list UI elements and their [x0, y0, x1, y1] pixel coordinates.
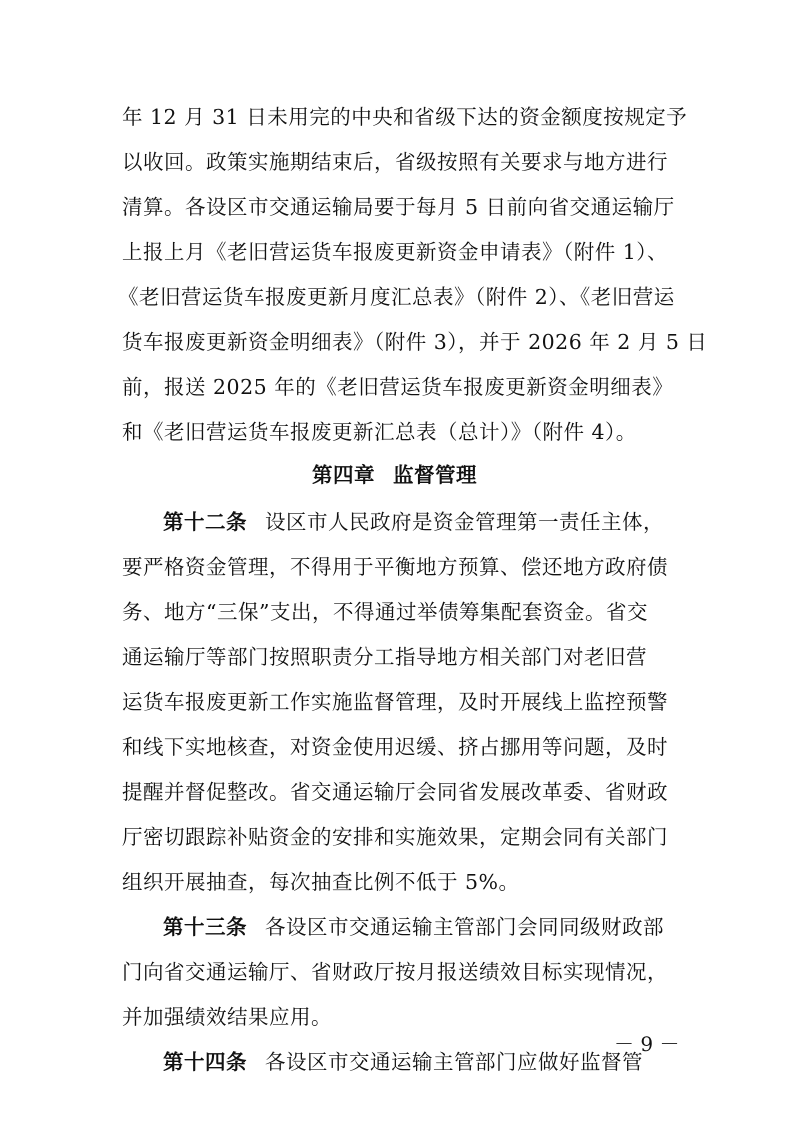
article-13-line: 门向省交通运输厅、省财政厅按月报送绩效目标实现情况， [122, 960, 668, 984]
paragraph-line-3: 清算。各设区市交通运输局要于每月 5 日前向省交通运输厅 [122, 195, 675, 219]
article-12-line: 要严格资金管理，不得用于平衡地方预算、偿还地方政府债 [122, 555, 668, 579]
paragraph-line-4: 上报上月《老旧营运货车报废更新资金申请表》（附件 1）、 [122, 240, 669, 264]
article-12-label: 第十二条 [163, 510, 247, 534]
article-13-first-line [163, 913, 664, 941]
article-12-line: 务、地方“三保”支出，不得通过举债筹集配套资金。省交 [122, 600, 648, 624]
article-13-line: 并加强绩效结果应用。 [122, 1005, 332, 1029]
chapter-number: 第四章 [312, 463, 375, 487]
article-13-label: 第十三条 [163, 915, 247, 939]
paragraph-line-8: 和《老旧营运货车报废更新汇总表（总计）》（附件 4）。 [122, 420, 637, 444]
article-14-text: 各设区市交通运输主管部门应做好监督管 [265, 1050, 643, 1074]
chapter-title: 监督管理 [393, 463, 477, 487]
article-12-line: 和线下实地核查，对资金使用迟缓、挤占挪用等问题，及时 [122, 735, 668, 759]
paragraph-line-1: 年 12 月 31 日未用完的中央和省级下达的资金额度按规定予 [122, 105, 688, 129]
article-12-line: 通运输厅等部门按照职责分工指导地方相关部门对老旧营 [122, 645, 647, 669]
article-12-line: 运货车报废更新工作实施监督管理，及时开展线上监控预警 [122, 690, 668, 714]
article-13-text: 各设区市交通运输主管部门会同同级财政部 [265, 915, 664, 939]
article-14-first-line [163, 1048, 643, 1076]
article-12-first-line [163, 508, 664, 536]
paragraph-line-7: 前，报送 2025 年的《老旧营运货车报废更新资金明细表》 [122, 375, 674, 399]
paragraph-line-2: 以收回。政策实施期结束后，省级按照有关要求与地方进行 [122, 150, 668, 174]
article-14-label: 第十四条 [163, 1050, 247, 1074]
page-number: － 9 － [614, 1032, 680, 1056]
article-12-line: 厅密切跟踪补贴资金的安排和实施效果，定期会同有关部门 [122, 825, 668, 849]
article-12-line: 组织开展抽查，每次抽查比例不低于 5%。 [122, 870, 520, 894]
paragraph-line-6: 货车报废更新资金明细表》（附件 3），并于 2026 年 2 月 5 日 [122, 330, 708, 354]
article-12-text: 设区市人民政府是资金管理第一责任主体， [265, 510, 664, 534]
chapter-heading [312, 461, 477, 489]
article-12-line: 提醒并督促整改。省交通运输厅会同省发展改革委、省财政 [122, 780, 668, 804]
paragraph-line-5: 《老旧营运货车报废更新月度汇总表》（附件 2）、《老旧营运 [118, 285, 675, 309]
